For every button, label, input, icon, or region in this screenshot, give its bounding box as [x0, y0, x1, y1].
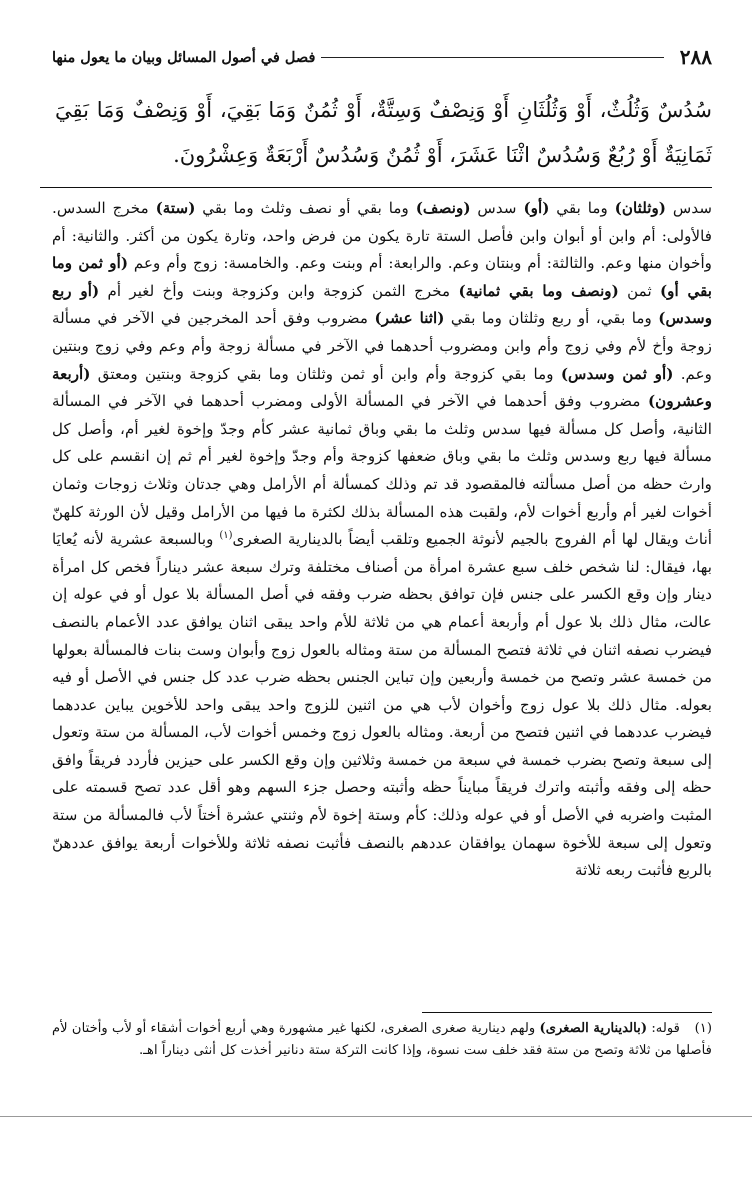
commentary-text: وما بقي، أو ربع وثلثان وما بقي: [450, 309, 652, 328]
commentary-text: سدس: [477, 199, 517, 217]
commentary-body: [52, 195, 712, 885]
commentary-term: (أو ثمن وسدس): [560, 364, 674, 383]
commentary-term: (أربعة وعشرون): [52, 364, 712, 411]
footnote-text: ولهم دينارية صغرى الصغرى، لكنها غير مشهورة وهي أربع أخوات أشقاء أو لأب وأختان لأم فأصلها من ثلاثة وتصح من ستة فقد خلف ست نسوة، وإذا كانت التركة ستة دنانير أخذت كل أنثى ديناراً اهـ.: [52, 1021, 712, 1058]
commentary-text: مضروب وفق أحدهما في الآخر في المسألة الأولى ومضرب أحدهما في الآخر في المسألة الثانية، وأصل كل مسألة فيها سدس وثلث ما بقي وباق ثمانية عشر كأم وجدّ وإخوة لغير أم، وأصل كل مسألة فيها ربع وسدس وثلث ما بقي وباق ضعفها كزوجة وأم وجدّ وإخوة لغير أم ثم إن انقسم على كل وارث حظه من أصل مسألته فالمقصود قد تم وذلك كمسألة أم الأرامل وهي جدتان وثلاث زوجات وثمان أخوات لغير أم وأربع أخوات لأم، ولقبت هذه المسألة بذلك لكثرة ما فيها من الأرامل وقيل لأن الورثة كلهنّ أناث ويقال لها أم الفروج بالجيم لأنوثة الجميع وتلقب أيضاً بالدينارية الصغرى: [52, 392, 713, 549]
running-header: [52, 42, 712, 72]
footnote-term: (بالدينارية الصغرى): [539, 1021, 648, 1036]
footnote-label: قوله:: [651, 1021, 680, 1036]
commentary-term: (أو ثمن وما بقي أو): [52, 254, 713, 300]
commentary-term: (اثنا عشر): [374, 309, 445, 328]
commentary-text: سدس: [672, 199, 713, 217]
commentary-term: (وثلثان): [614, 199, 666, 217]
footnote: [52, 1018, 712, 1062]
commentary-term: (ستة): [155, 199, 196, 217]
commentary-text: وما بقي: [556, 199, 608, 217]
running-title: فصل في أصول المسائل وبيان ما يعول منها: [52, 48, 316, 66]
commentary-term: (أو ربع وسدس): [52, 281, 713, 328]
footnote-marker: (١): [694, 1021, 712, 1036]
commentary-term: (ونصف): [415, 199, 471, 217]
mutn-verse: سُدُسٌ وَثُلُثٌ، أَوْ وَثُلُثَانِ أَوْ وَنِصْفٌ وَسِتَّةٌ، أَوْ ثُمُنٌ وَمَا بَقِيَ، أَوْ وَنِصْفٌ وَمَا بَقِيَ ثَمَانِيَةٌ أَوْ رُبُعٌ وَسُدُسٌ اثْنَا عَشَرَ، أَوْ ثُمُنٌ وَسُدُسٌ أَرْبَعَةٌ وَعِشْرُونَ.: [55, 98, 712, 167]
commentary-text: وبالسبعة عشرية لأنه يُعايَا بها، فيقال: لنا شخص خلف سبع عشرة امرأة من أصناف مختلفة وترك سبعة عشر ديناراً فخص كل امرأة دينار وإن وقع الكسر على جنس فإن توافق بحظه ضرب وفقه في أصل المسألة بلا عول أو في عوله إن عالت، مثال ذلك بلا عول أم وأربعة أعمام هي من ثلاثة للأم واحد يبقى اثنان يوافق عدد الأعمام بالنصف فيضرب نصفه اثنان في ثلاثة فتصح المسألة من ستة ومثاله بالعول زوج وأبوان وست بنات فالمسألة بعولها من خمسة عشر وتصح من خمسة وأربعين وإن تباين الجنس بحظه ضرب عدد كل جنس في الأصل أو فيه بعوله. مثال ذلك بلا عول زوج وأخوان لأب هي من اثنين للزوج واحد يبقى واحد للأخوين يباين عددهما فيضرب عددهما في اثنين فتصح من أربعة. ومثاله بالعول زوج وخمس أخوات لأب، المسألة من ستة وتعول إلى سبعة وتصح بضرب خمسة في سبعة من خمسة وثلاثين وإن وقع الكسر على حيزين فأردد فريقاً وافق حظه إلى وفقه وأثبته واترك فريقاً مبايناً حظه وأثبته وحصل جزء السهم وهو أقل عدد تصح قسمته على المثبت واضربه في الأصل أو في عوله وذلك: كأم وستة إخوة لأم وثنتي عشرة أختاً لأب فالمسألة من ستة وتعول إلى سبعة للأخوة سهمان يوافقان عددهم بالنصف فأثبت نصفه ثلاثة وللأخوات أربعة يوافق عددهنّ بالربع فأثبت ربعه ثلاثة: [52, 530, 712, 880]
footnote-separator: [422, 1012, 712, 1013]
commentary-term: (أو): [523, 199, 550, 217]
commentary-text: وما بقي أو نصف وثلث وما بقي: [202, 199, 409, 217]
commentary-term: (ونصف وما بقي ثمانية): [458, 281, 619, 300]
commentary-text: وما بقي كزوجة وأم وابن أو ثمن وثلثان وما بقي كزوجة وبنتين ومعتق: [97, 364, 554, 383]
header-rule: [321, 57, 663, 58]
commentary-text: مضروب وفق أحد المخرجين في الآخر في مسألة زوجة وأخ لأم وفي زوج وأم وابن ومضروب أحدهما في الآخر في مسألة زوجة وأم وعم وفي زوج وبنتين وعم.: [52, 309, 713, 383]
footnote-reference[interactable]: (١): [219, 530, 233, 542]
page-number: ٢٨٨: [679, 45, 712, 69]
commentary-text: ثمن: [627, 281, 652, 300]
commentary-text: مخرج السدس. فالأولى: أم وابن أو أبوان وابن فأصل الستة تارة يكون من فرض واحد، وتارة يكون من أكثر. والثانية: أم وأخوان منها وعم. والثالثة: أم وبنتان وعم. والرابعة: أم وبنت وعم. والخامسة: زوج وأم وعم: [52, 199, 713, 273]
commentary-text: مخرج الثمن كزوجة وابن وكزوجة وبنت وأخ لغير أم: [107, 281, 451, 300]
page-bottom-edge: [0, 1116, 752, 1117]
mutn-separator: [40, 187, 712, 188]
